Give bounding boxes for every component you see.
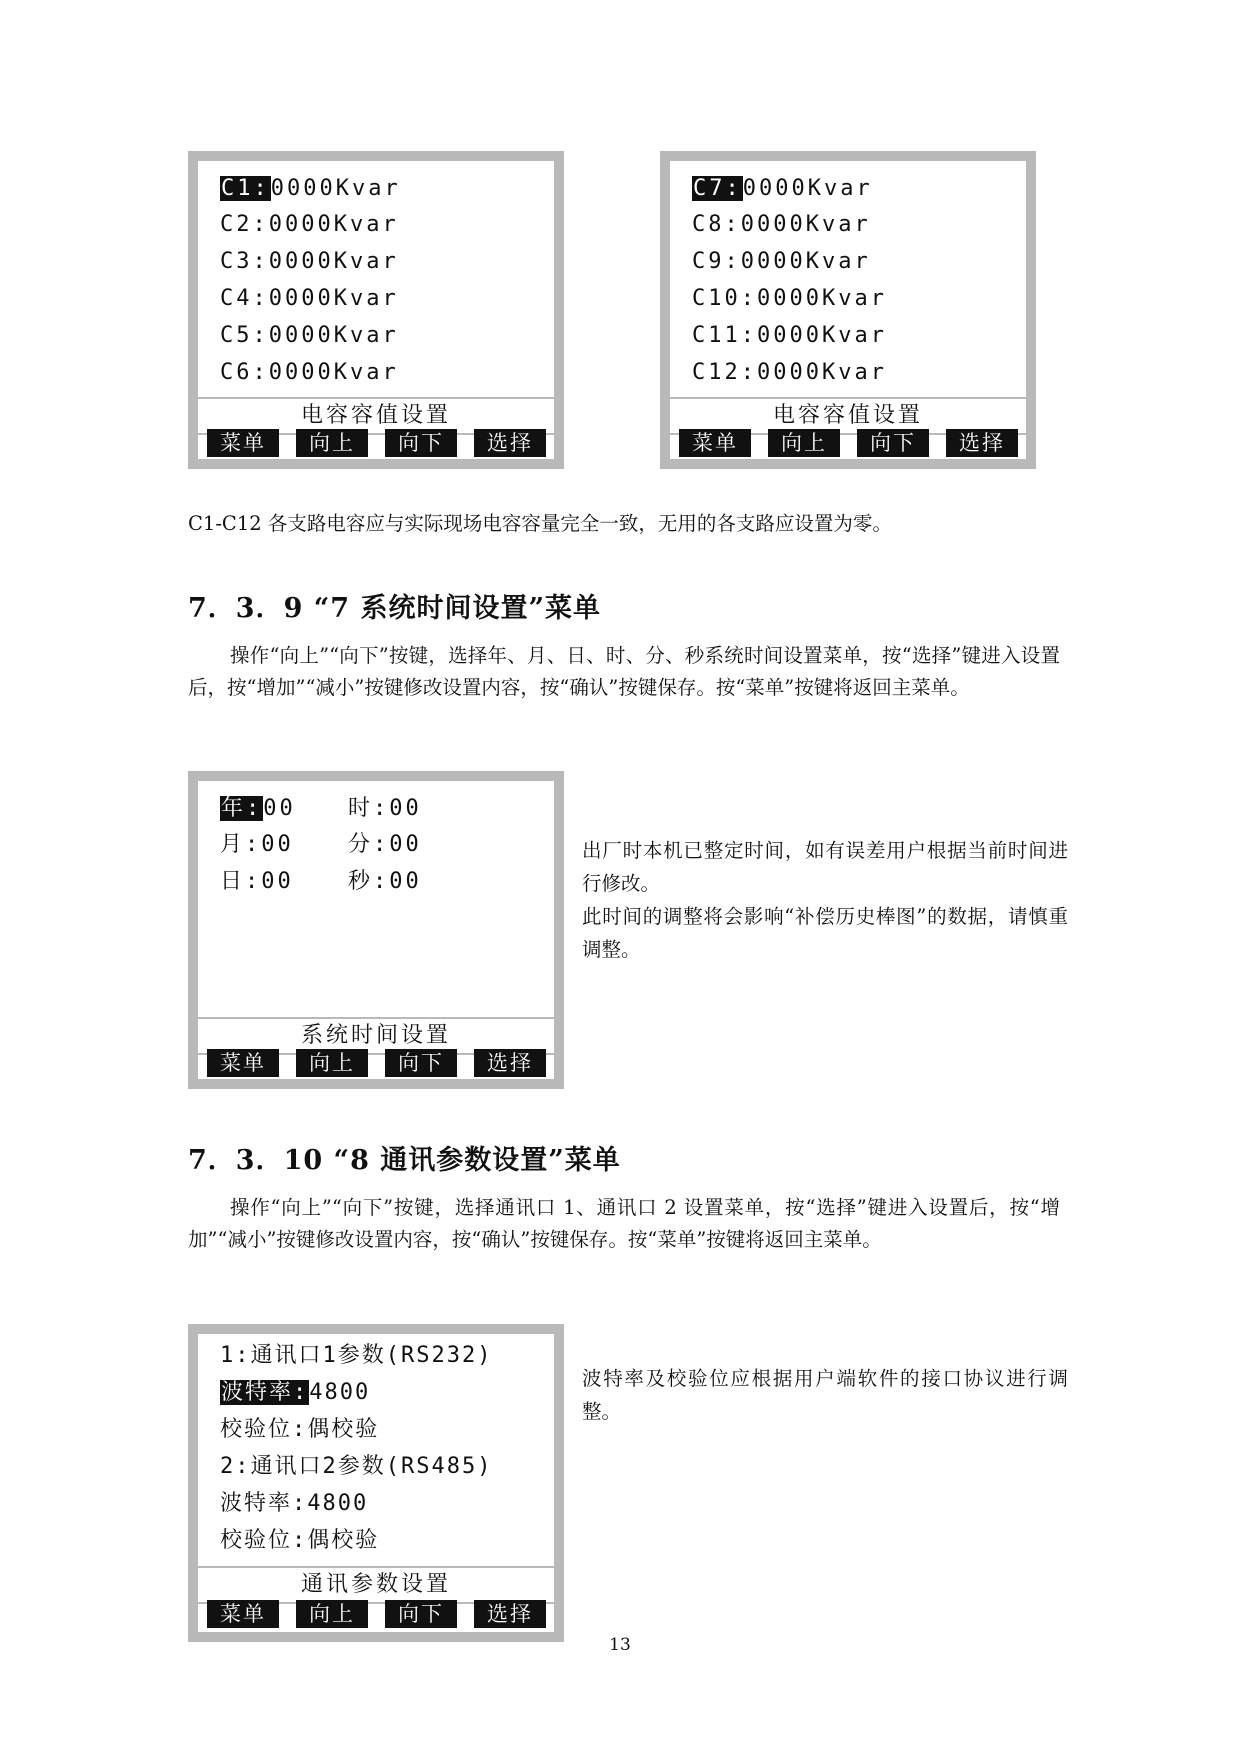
- lcd-cursor-highlight: C1:: [221, 176, 270, 201]
- up-key[interactable]: 向上: [296, 429, 368, 457]
- lcd-softkey-bar: [207, 429, 546, 457]
- lcd-cursor-highlight: C7:: [693, 176, 742, 201]
- section-heading-7-3-10: 7．3．10 “8 通讯参数设置”菜单: [188, 1145, 621, 1176]
- lcd-line-second: 秒:00: [348, 869, 422, 894]
- menu-key[interactable]: 菜单: [679, 429, 751, 457]
- down-key[interactable]: 向下: [385, 429, 457, 457]
- lcd-screen-title: 系统时间设置: [300, 1023, 451, 1048]
- lcd-line: C4:0000Kvar: [220, 286, 399, 311]
- select-key[interactable]: 选择: [474, 1049, 546, 1077]
- lcd-line-minute: 分:00: [348, 832, 422, 857]
- lcd-line-parity2: 校验位:偶校验: [220, 1528, 380, 1553]
- lcd-display: [198, 781, 554, 1079]
- time-note-p2: 此时间的调整将会影响“补偿历史棒图”的数据，请慎重调整。: [582, 905, 1068, 961]
- lcd-divider: [198, 1017, 554, 1019]
- lcd-line: C2:0000Kvar: [220, 212, 399, 237]
- select-key[interactable]: 选择: [474, 1600, 546, 1628]
- lcd-line-port1: 1:通讯口1参数(RS232): [220, 1343, 493, 1368]
- lcd-line-parity1: 校验位:偶校验: [220, 1417, 380, 1442]
- section-body-7-3-9: 操作“向上”“向下”按键，选择年、月、日、时、分、秒系统时间设置菜单，按“选择”键进入设置后，按“增加”“减小”按键修改设置内容，按“确认”按键保存。按“菜单”按键将返回主菜单。: [188, 644, 1060, 699]
- lcd-line: C8:0000Kvar: [692, 212, 871, 237]
- lcd-screen-title: 电容容值设置: [772, 403, 923, 428]
- select-key[interactable]: 选择: [474, 429, 546, 457]
- lcd-value: 4800: [309, 1380, 371, 1405]
- capacitor-note: C1-C12 各支路电容应与实际现场电容容量完全一致，无用的各支路应设置为零。: [188, 512, 892, 535]
- lcd-value: 0000Kvar: [742, 176, 873, 201]
- down-key[interactable]: 向下: [857, 429, 929, 457]
- lcd-screen-title: 电容容值设置: [300, 403, 451, 428]
- lcd-line-year: [220, 793, 296, 825]
- lcd-line-month: 月:00: [220, 832, 294, 857]
- lcd-line: C5:0000Kvar: [220, 323, 399, 348]
- lcd-cursor-highlight: 年:: [221, 796, 263, 821]
- select-key[interactable]: 选择: [946, 429, 1018, 457]
- lcd-line: C3:0000Kvar: [220, 249, 399, 274]
- lcd-time-screen: [188, 771, 564, 1089]
- lcd-line: C11:0000Kvar: [692, 323, 887, 348]
- section-body-7-3-10: 操作“向上”“向下”按键，选择通讯口 1、通讯口 2 设置菜单，按“选择”键进入设置后，按“增加”“减小”按键修改设置内容，按“确认”按键保存。按“菜单”按键将返回主菜单。: [188, 1196, 1060, 1251]
- lcd-line: C9:0000Kvar: [692, 249, 871, 274]
- menu-key[interactable]: 菜单: [207, 1600, 279, 1628]
- lcd-value: 00: [263, 796, 296, 821]
- lcd-softkey-bar: [207, 1049, 546, 1077]
- up-key[interactable]: 向上: [296, 1600, 368, 1628]
- lcd-line-c1: [220, 173, 401, 205]
- lcd-comm-screen: [188, 1324, 564, 1642]
- lcd-divider: [670, 397, 1026, 399]
- lcd-softkey-bar: [207, 1600, 546, 1628]
- time-note: [582, 834, 1068, 966]
- down-key[interactable]: 向下: [385, 1049, 457, 1077]
- lcd-line: C6:0000Kvar: [220, 360, 399, 385]
- menu-key[interactable]: 菜单: [207, 1049, 279, 1077]
- time-note-p1: 出厂时本机已整定时间，如有误差用户根据当前时间进行修改。: [582, 839, 1068, 895]
- lcd-line-port2: 2:通讯口2参数(RS485): [220, 1454, 493, 1479]
- lcd-screen-title: 通讯参数设置: [300, 1572, 451, 1597]
- section-heading-7-3-9: 7．3．9 “7 系统时间设置”菜单: [188, 593, 602, 624]
- lcd-line-hour: 时:00: [348, 796, 422, 821]
- lcd-value: 0000Kvar: [270, 176, 401, 201]
- lcd-display: [198, 1334, 554, 1632]
- up-key[interactable]: 向上: [296, 1049, 368, 1077]
- lcd-line: C12:0000Kvar: [692, 360, 887, 385]
- lcd-line-baud2: 波特率:4800: [220, 1491, 369, 1516]
- lcd-divider: [198, 1566, 554, 1568]
- lcd-cursor-highlight: 波特率:: [221, 1380, 309, 1405]
- lcd-display: [670, 161, 1026, 459]
- comm-note: 波特率及校验位应根据用户端软件的接口协议进行调整。: [582, 1367, 1068, 1423]
- lcd-divider: [198, 397, 554, 399]
- lcd-capacitor-screen-1: [188, 151, 564, 469]
- lcd-softkey-bar: [679, 429, 1018, 457]
- lcd-line-c7: [692, 173, 873, 205]
- lcd-line: C10:0000Kvar: [692, 286, 887, 311]
- lcd-display: [198, 161, 554, 459]
- lcd-line-baud1: [220, 1377, 370, 1409]
- down-key[interactable]: 向下: [385, 1600, 457, 1628]
- up-key[interactable]: 向上: [768, 429, 840, 457]
- menu-key[interactable]: 菜单: [207, 429, 279, 457]
- page-number: 13: [609, 1635, 631, 1655]
- lcd-capacitor-screen-2: [660, 151, 1036, 469]
- lcd-line-day: 日:00: [220, 869, 294, 894]
